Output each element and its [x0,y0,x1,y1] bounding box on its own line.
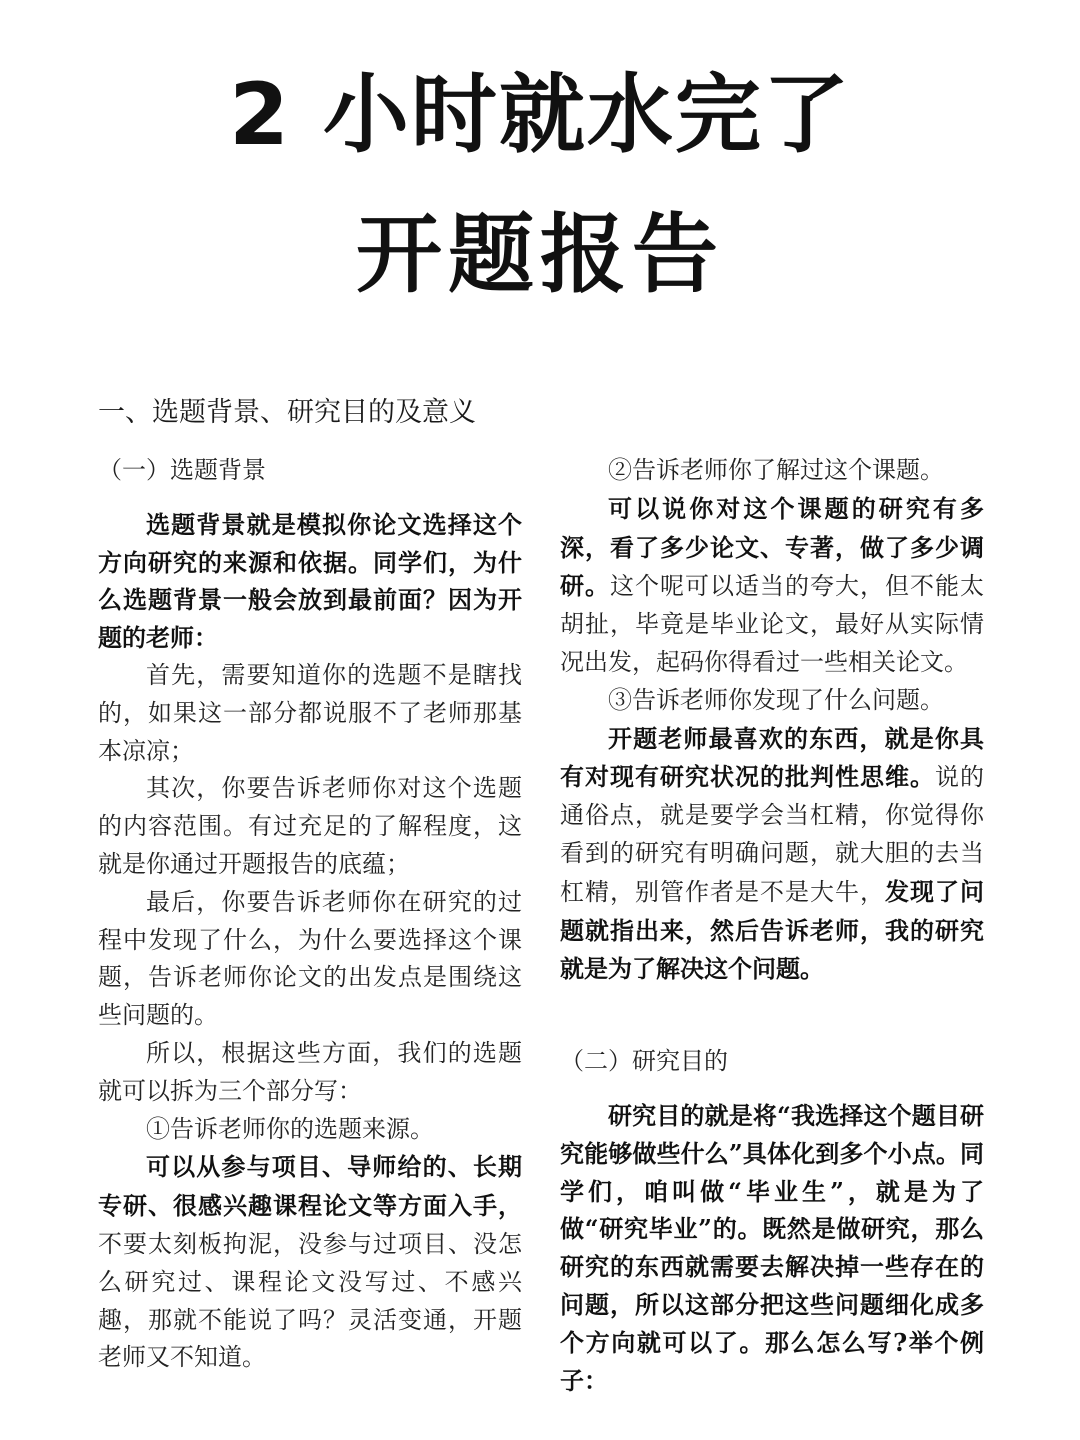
section-spacer [560,989,984,1043]
subsection-heading-background: （一）选题背景 [98,456,266,484]
paragraph-research-depth-bold: 可以说你对这个课题的研究有多深，看了多少论文、专著，做了多少调研。 [560,493,984,601]
title-line-1: 2 小时就水完了 [229,65,851,165]
list-item-1: ①告诉老师你的选题来源。 [146,1114,434,1143]
list-item-2: ②告诉老师你了解过这个课题。 [608,456,944,484]
purpose-paragraph: 研究目的就是将“我选择这个题目研究能够做些什么”具体化到多个小点。同学们，咱叫做“毕业生”，就是为了做“研究毕业”的。既然是做研究，那么研究的东西就需要去解决掉一些存在的问题，所以这部分把这些问题细化成多个方向就可以了。那么怎么写?举个例子： [560,1100,984,1395]
paragraph-last: 最后，你要告诉老师你在研究的过程中发现了什么，为什么要选择这个课题，告诉老师你论文的出发点是围绕这些问题的。 [98,887,522,1030]
paragraph-summary: 所以，根据这些方面，我们的选题就可以拆为三个部分写： [98,1038,522,1105]
background-intro-paragraph: 选题背景就是模拟你论文选择这个方向研究的来源和依据。同学们，为什么选题背景一般会放到最前面？因为开题的老师： [98,509,522,653]
paragraph-critical-thinking [560,720,984,990]
paragraph-first: 首先，需要知道你的选题不是瞎找的，如果这一部分都说服不了老师那基本凉凉； [98,660,522,765]
paragraph-research-depth [560,490,984,682]
paragraph-critical-thinking-conclusion: 发现了问题就指出来，然后告诉老师，我的研究就是为了解决这个问题。 [560,876,984,984]
paragraph-source-detail-rest: 不要太刻板拘泥，没参与过项目、没怎么研究过、课程论文没写过、不感兴趣，那就不能说了吗？灵活变通，开题老师又不知道。 [98,1229,522,1372]
paragraph-second: 其次，你要告诉老师你对这个选题的内容范围。有过充足的了解程度，这就是你通过开题报告的底蕴； [98,774,522,878]
right-column [560,452,984,1399]
paragraph-research-depth-rest: 这个呢可以适当的夸大，但不能太胡扯，毕竟是毕业论文，最好从实际情况出发，起码你得看过一些相关论文。 [560,572,984,676]
subsection-heading-purpose: （二）研究目的 [560,1047,728,1076]
list-item-3: ③告诉老师你发现了什么问题。 [608,685,944,714]
left-column [98,452,522,1377]
paragraph-critical-thinking-bold: 开题老师最喜欢的东西，就是你具有对现有研究状况的批判性思维。 [560,723,984,792]
section-heading: 一、选题背景、研究目的及意义 [98,397,476,428]
paragraph-source-detail-bold: 可以从参与项目、导师给的、长期专研、很感兴趣课程论文等方面入手， [98,1152,522,1221]
title-line-2: 开题报告 [356,205,724,305]
paragraph-source-detail [98,1148,522,1377]
paragraph-critical-thinking-rest: 说的通俗点，就是要学会当杠精，你觉得你看到的研究有明确问题，就大胆的去当杠精，别管作者是不是大牛， [560,763,984,906]
